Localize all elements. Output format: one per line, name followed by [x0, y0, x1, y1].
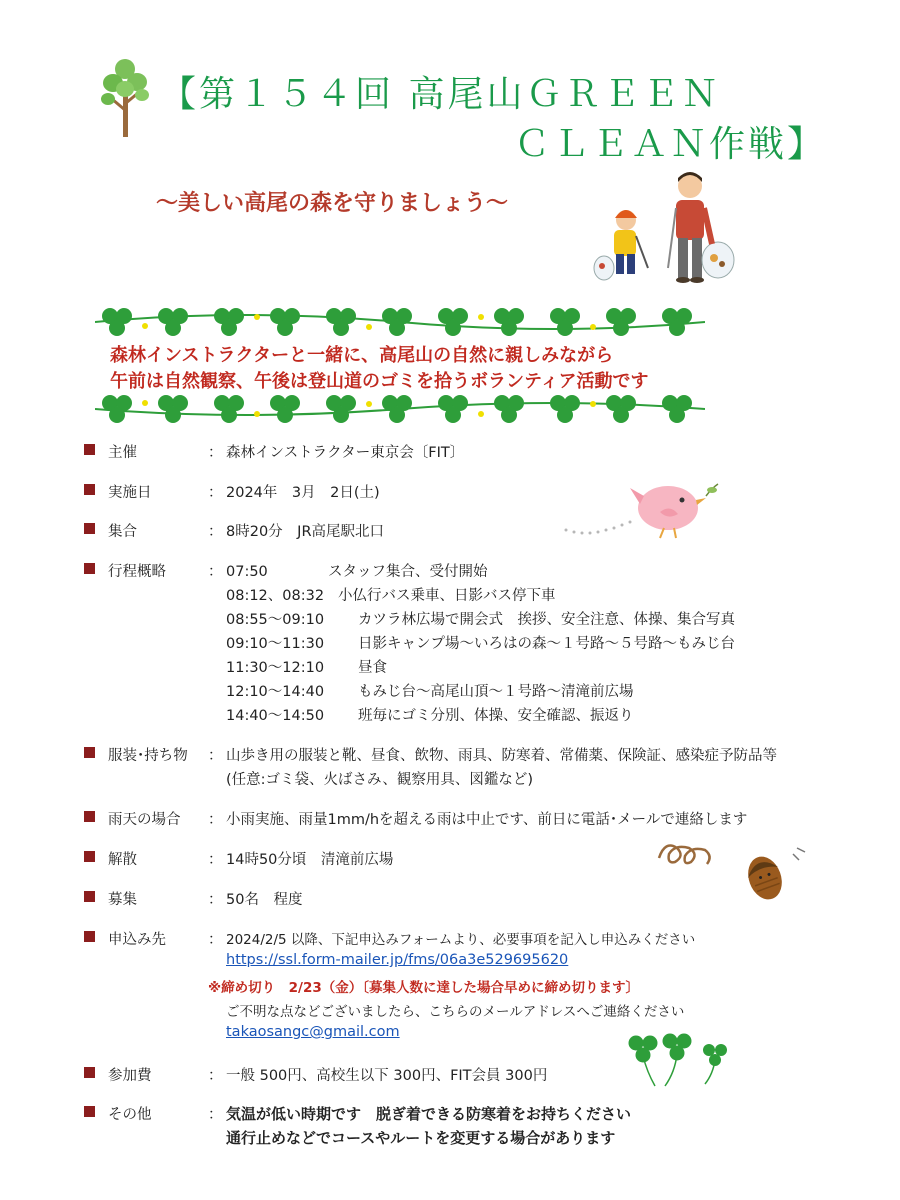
bullet-icon — [84, 523, 95, 534]
bullet-icon — [84, 563, 95, 574]
schedule-desc: 昼食 — [358, 660, 387, 676]
item-value: 8時20分 JR高尾駅北口 — [226, 524, 385, 540]
schedule-time: 14:40～14:50 — [226, 708, 325, 724]
deadline-notice: ※締め切り 2/23（金）〔募集人数に達した場合早めに締め切ります〕 — [208, 980, 639, 996]
bullet-icon — [84, 747, 95, 758]
schedule-time: 12:10～14:40 — [226, 684, 325, 700]
item-colon: ： — [208, 748, 223, 764]
bullet-icon — [84, 851, 95, 862]
bird-icon — [560, 470, 720, 542]
bullet-icon — [84, 931, 95, 942]
item-colon: ： — [208, 892, 223, 908]
bullet-icon — [84, 1067, 95, 1078]
item-colon: ： — [208, 852, 223, 868]
item-label: 雨天の場合 — [108, 812, 181, 828]
item-label: 申込み先 — [108, 932, 166, 948]
bullet-icon — [84, 444, 95, 455]
other-note-2: 通行止めなどでコースやルートを変更する場合があります — [226, 1129, 616, 1147]
schedule-row — [226, 704, 634, 725]
tree-icon — [100, 55, 150, 140]
clothing-optional: (任意:ゴミ袋、火ばさみ、観察用具、図鑑など) — [226, 772, 534, 788]
schedule-desc: スタッフ集合、受付開始 — [328, 564, 488, 580]
item-value: 一般 500円、高校生以下 300円、FIT会員 300円 — [226, 1068, 548, 1084]
contact-note: ご不明な点などございましたら、こちらのメールアドレスへご連絡ください — [226, 1004, 685, 1020]
schedule-desc: 日影キャンプ場～いろはの森～１号路～５号路～もみじ台 — [358, 636, 735, 652]
subtitle: ～美しい高尾の森を守りましょう～ — [156, 191, 509, 216]
item-colon: ： — [208, 564, 223, 580]
item-value: 14時50分頃 清滝前広場 — [226, 852, 394, 868]
item-label: その他 — [108, 1107, 152, 1123]
schedule-time: 09:10～11:30 — [226, 636, 325, 652]
application-form-link[interactable]: https://ssl.form-mailer.jp/fms/06a3e529695620 — [226, 952, 569, 968]
schedule-time: 11:30～12:10 — [226, 660, 325, 676]
volunteers-illustration — [590, 168, 740, 290]
acorn-icon — [655, 838, 815, 908]
schedule-time: 08:55～09:10 — [226, 612, 325, 628]
item-value: 森林インストラクター東京会〔FIT〕 — [226, 445, 465, 461]
item-label: 服装･持ち物 — [108, 748, 188, 764]
item-colon: ： — [208, 485, 223, 501]
title-line-2: ＣＬＥＡＮ作戦】 — [514, 124, 827, 165]
schedule-row — [226, 560, 488, 581]
clover-garland-bottom — [95, 387, 705, 429]
item-label: 解散 — [108, 852, 137, 868]
bullet-icon — [84, 891, 95, 902]
schedule-desc: 班毎にゴミ分別、体操、安全確認、振返り — [358, 708, 634, 724]
item-label: 行程概略 — [108, 564, 166, 580]
title-line-1: 【第１５４回 高尾山ＧＲＥＥＮ — [160, 74, 721, 115]
schedule-row — [226, 584, 556, 605]
item-label: 集合 — [108, 524, 137, 540]
schedule-row — [226, 632, 735, 653]
item-colon: ： — [208, 445, 223, 461]
schedule-row — [226, 680, 634, 701]
schedule-desc: カツラ林広場で開会式 挨拶、安全注意、体操、集合写真 — [358, 612, 735, 628]
schedule-desc: もみじ台～高尾山頂～１号路～清滝前広場 — [358, 684, 634, 700]
item-colon: ： — [208, 932, 223, 948]
item-label: 主催 — [108, 445, 137, 461]
item-colon: ： — [208, 524, 223, 540]
contact-email-link[interactable]: takaosangc@gmail.com — [226, 1024, 400, 1040]
item-value: 2024/2/5 以降、下記申込みフォームより、必要事項を記入し申込みください — [226, 932, 696, 948]
schedule-time: 07:50 — [226, 564, 268, 580]
item-value: 小雨実施、雨量1mm/hを超える雨は中止です、前日に電話･メールで連絡します — [226, 812, 748, 828]
bullet-icon — [84, 484, 95, 495]
schedule-row — [226, 608, 735, 629]
schedule-time: 08:12、08:32 — [226, 588, 325, 604]
item-label: 実施日 — [108, 485, 152, 501]
item-value: 2024年 3月 2日(土) — [226, 485, 380, 501]
item-value: 気温が低い時期です 脱ぎ着できる防寒着をお持ちください — [226, 1105, 632, 1123]
item-label: 募集 — [108, 892, 137, 908]
item-colon: ： — [208, 1068, 223, 1084]
clover-sprig-icon — [625, 1028, 735, 1090]
schedule-desc: 小仏行バス乗車、日影バス停下車 — [338, 588, 556, 604]
item-label: 参加費 — [108, 1068, 152, 1084]
item-value: 山歩き用の服装と靴、昼食、飲物、雨具、防寒着、常備薬、保険証、感染症予防品等 — [226, 748, 777, 764]
bullet-icon — [84, 1106, 95, 1117]
item-colon: ： — [208, 812, 223, 828]
intro-line-2: 午前は自然観察、午後は登山道のゴミを拾うボランティア活動です — [110, 371, 649, 392]
item-value: 50名 程度 — [226, 892, 303, 908]
intro-line-1: 森林インストラクターと一緒に、高尾山の自然に親しみながら — [110, 345, 614, 366]
item-colon: ： — [208, 1107, 223, 1123]
bullet-icon — [84, 811, 95, 822]
schedule-row — [226, 656, 387, 677]
clover-garland-top — [95, 300, 705, 342]
